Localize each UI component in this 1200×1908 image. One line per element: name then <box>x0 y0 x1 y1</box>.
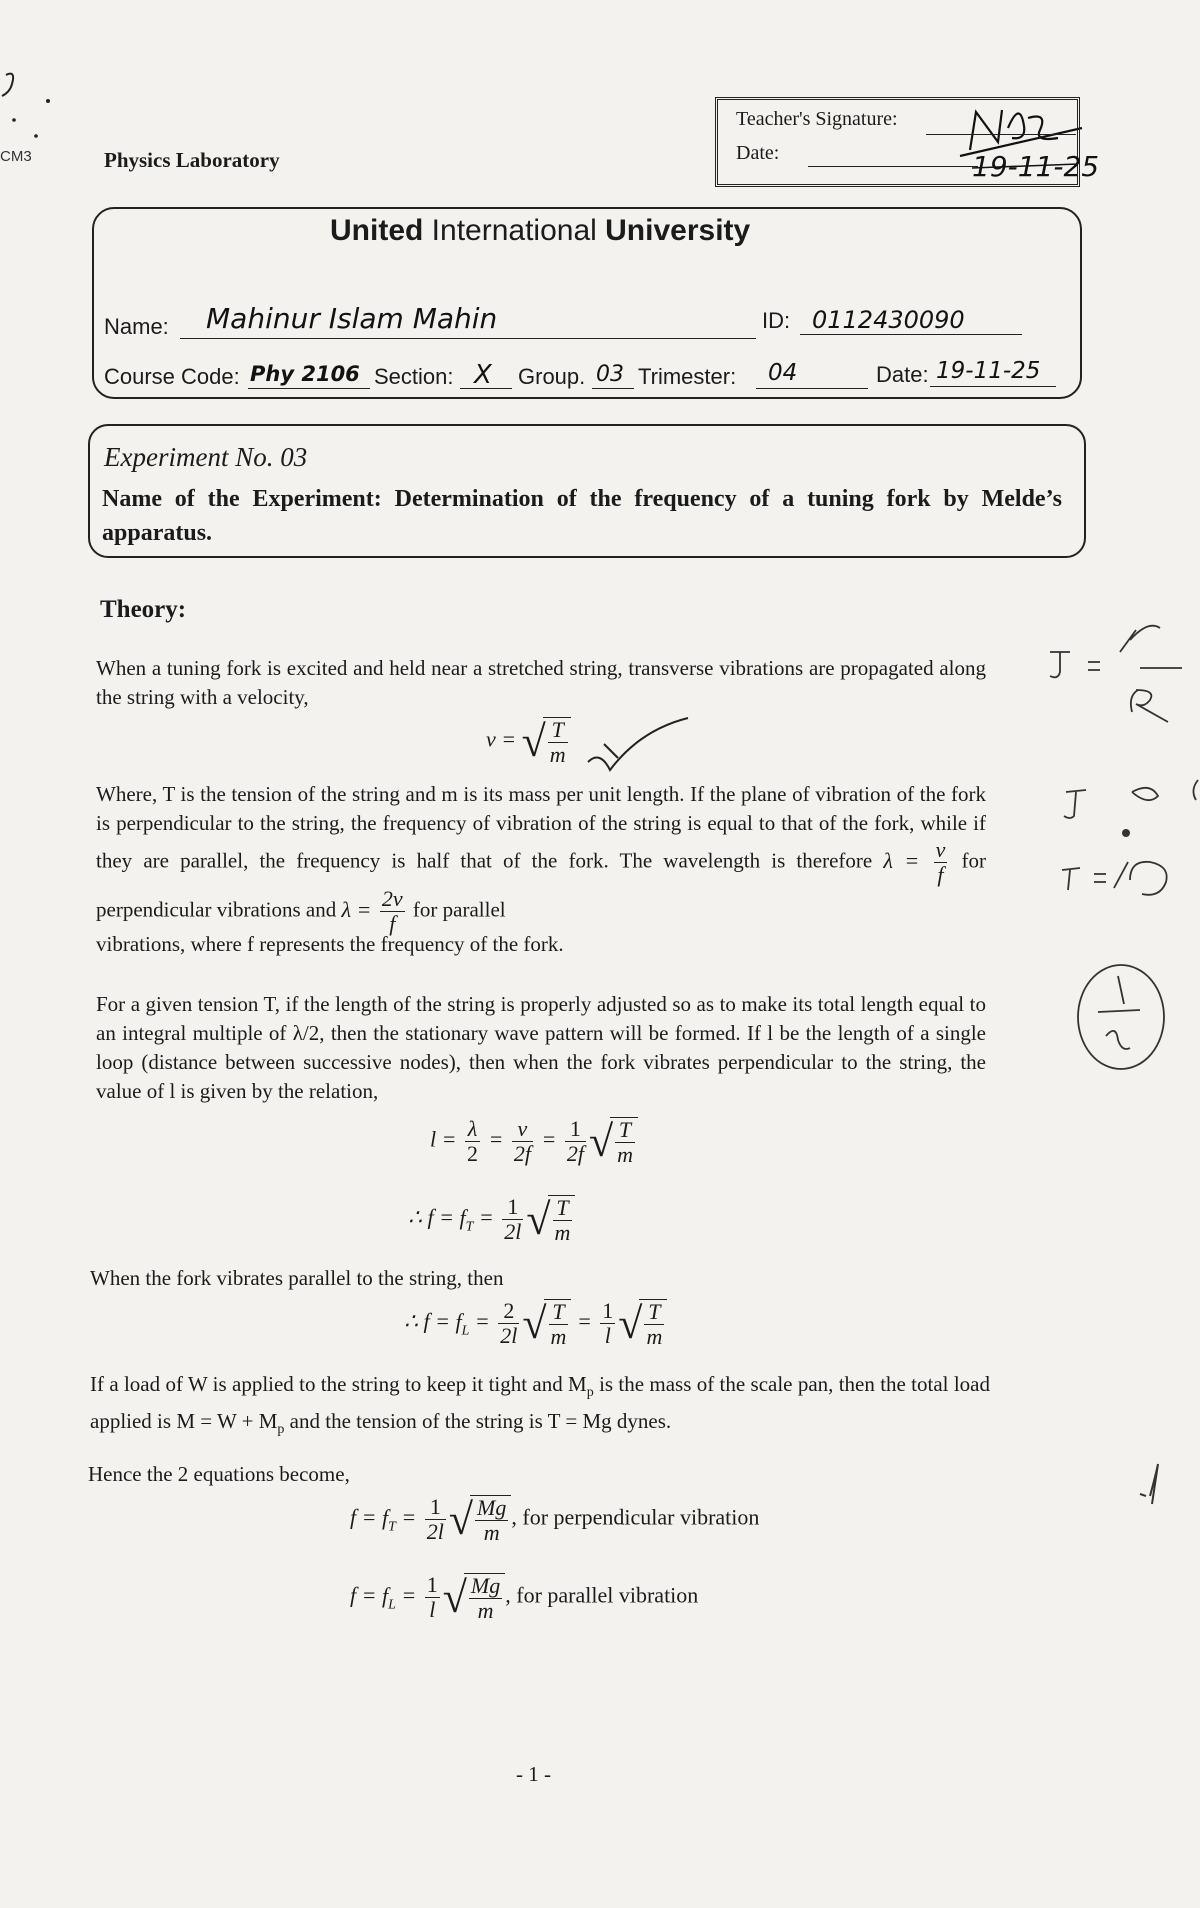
theory-paragraph-2a: Where, T is the tension of the string and m is its mass per unit length. If the plane of vibration of the fork is perpendicular to the string, the frequency of vibration of the string is equal to that of the fork, while if they are parallel, the frequency is half that of the fork. The wavelength is therefore <box>96 782 986 873</box>
course-code-value: Phy 2106 <box>250 362 360 386</box>
lab-code: CM3 <box>0 148 32 165</box>
experiment-name-label: Name of the Experiment: <box>102 486 382 512</box>
signature-line <box>926 134 1076 135</box>
theory-paragraph-2c: for parallel <box>412 897 506 922</box>
equation-final-parallel-label: , for parallel vibration <box>505 1582 699 1608</box>
id-line <box>800 334 1022 335</box>
trimester-label: Trimester: <box>638 364 737 389</box>
university-name-part3: University <box>605 214 751 247</box>
date-field-label: Date: <box>876 362 929 387</box>
section-value: X <box>474 360 492 390</box>
trimester-line <box>756 388 868 389</box>
theory-paragraph-1: When a tuning fork is excited and held near a stretched string, transverse vibrations are propagated along the string with a velocity, <box>96 656 986 709</box>
theory-paragraph-5: If a load of W is applied to the string to keep it tight and $M_p$ is the mass of the scale pan, then the total load applied is $M = W + M_p$ and the tension of the string is T = Mg dynes. <box>90 1372 990 1438</box>
experiment-number: Experiment No. 03 <box>104 442 308 472</box>
margin-note-T-eq-v-lambda <box>1050 626 1182 722</box>
theory-paragraph-4: When the fork vibrates parallel to the string, then <box>90 1266 504 1290</box>
group-value: 03 <box>596 362 624 387</box>
theory-paragraph-3: For a given tension T, if the length of the string is properly adjusted so as to make its total length equal to an integral multiple of λ/2, then the stationary wave pattern will be formed. If l be the length of a single loop (distance between successive nodes), then when the fork vibrates perpendicular to the string, the value of l is given by the relation, <box>96 992 986 1103</box>
equation-f-parallel: ∴ $f = f_L$ = $\frac{2}{2l}$ √ $\frac{T}{m}$ = $\frac{1}{l}$ √ $\frac{T}{m}$ <box>404 1298 667 1349</box>
date-label: Date: <box>736 142 780 164</box>
circled-fraction <box>1078 965 1164 1069</box>
id-label: ID: <box>762 308 791 333</box>
equation-loop-length: l = $\frac{\lambda}{2}$ = $\frac{v}{2f}$ = $\frac{1}{2f}$ √ $\frac{T}{m}$ <box>430 1116 638 1167</box>
theory-heading: Theory: <box>100 596 187 623</box>
group-label: Group. <box>518 364 586 389</box>
experiment-name-value: Determination of the frequency of a tuning fork by Melde’s apparatus. <box>102 486 1063 546</box>
theory-paragraph-2 <box>96 780 986 936</box>
trimester-value: 04 <box>768 360 798 386</box>
date-field-line <box>930 386 1056 387</box>
section-label: Section: <box>374 364 454 389</box>
theory-paragraph-2d: vibrations, where f represents the frequency of the fork. <box>96 932 564 956</box>
corner-scribble <box>2 74 13 96</box>
equation-final-perp-label: , for perpendicular vibration <box>511 1504 760 1530</box>
lab-title: Physics Laboratory <box>104 148 280 172</box>
theory-paragraph-6: Hence the 2 equations become, <box>88 1462 350 1486</box>
course-code-line <box>248 388 370 389</box>
margin-note-T-prop <box>1064 788 1158 818</box>
check-mark <box>588 718 688 770</box>
date-line <box>808 166 978 167</box>
equation-final-parallel: $f = f_L$ = $\frac{1}{l}$ √ $\frac{Mg}{m}$ , for parallel vibration <box>350 1572 699 1623</box>
id-value: 0112430090 <box>812 306 965 334</box>
course-code-label: Course Code: <box>104 364 240 389</box>
group-line <box>592 388 634 389</box>
name-line <box>180 338 756 339</box>
equation-velocity: v = √ $\frac{T}{m}$ <box>486 716 571 767</box>
theory-paragraph-2b: for perpendicular vibrations and <box>96 848 987 922</box>
name-value: Mahinur Islam Mahin <box>206 302 498 335</box>
experiment-name <box>102 482 1062 550</box>
handwritten-date: 19-11-25 <box>972 150 1100 183</box>
equation-f-perp: ∴ $f = f_T$ = $\frac{1}{2l}$ √ $\frac{T}{m}$ <box>408 1194 575 1245</box>
margin-note-T-eq-root <box>1062 862 1167 895</box>
corner-dot <box>46 99 50 103</box>
theory-paragraph-5c: and the tension of the string is T = Mg dynes. <box>284 1409 672 1434</box>
theory-paragraph-5a: If a load of W is applied to the string to keep it tight and M <box>90 1372 587 1396</box>
university-name <box>330 214 750 248</box>
date-field-value: 19-11-25 <box>936 358 1041 384</box>
university-name-part2: International <box>431 214 597 247</box>
equation-final-perp: $f = f_T$ = $\frac{1}{2l}$ √ $\frac{Mg}{m}$ , for perpendicular vibration <box>350 1494 760 1545</box>
equation-lambda-perp: λ = $\frac{v}{f}$ <box>883 837 946 887</box>
equation-lambda-parallel: λ = $\frac{2v}{f}$ <box>341 886 403 936</box>
name-label: Name: <box>104 314 169 339</box>
page-number: - 1 - <box>516 1762 551 1786</box>
margin-mark-l <box>1140 1464 1158 1504</box>
teacher-signature-label: Teacher's Signature: <box>736 108 898 130</box>
university-name-part1: United <box>330 214 424 247</box>
theory-paragraph-5b: is the mass of the scale pan, then the total load applied is M = W + M <box>90 1372 990 1434</box>
